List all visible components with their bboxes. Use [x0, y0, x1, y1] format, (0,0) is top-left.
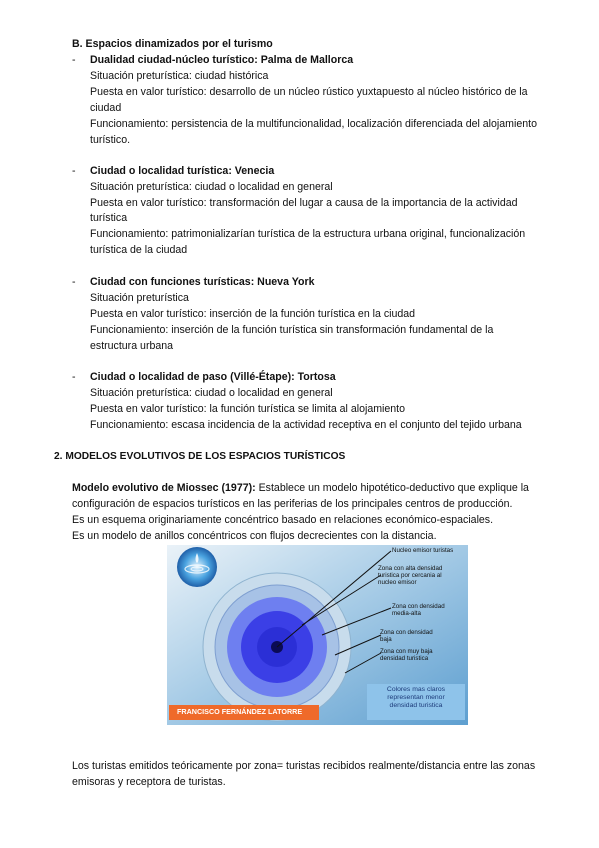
bullet-dash: - [72, 165, 76, 177]
note-line-1: Colores mas claros [386, 686, 446, 693]
item-2-line-5: turística de la ciudad [90, 244, 188, 256]
item-1-title: Dualidad ciudad-núcleo turístico: Palma de Mallorca [90, 54, 354, 66]
model-line-2: Es un esquema originariamente concéntrico basado en relaciones económico-espaciales. [72, 514, 494, 526]
section-b-heading: B. Espacios dinamizados por el turismo [72, 38, 273, 50]
note-line-2: representan menor [387, 694, 445, 701]
model-line-3: Es un modelo de anillos concéntricos con flujos decrecientes con la distancia. [72, 530, 437, 542]
model-line-1: configuración de espacios turísticos en las periferias de los principales centros de producción. [72, 498, 513, 510]
item-4-line-3: Funcionamiento: escasa incidencia de la actividad receptiva en el conjunto del tejido urbana [90, 419, 522, 431]
bullet-dash: - [72, 276, 76, 288]
bullet-dash: - [72, 54, 76, 66]
item-1-line-5: turístico. [90, 134, 131, 146]
item-3-line-4: estructura urbana [90, 340, 174, 352]
item-2-line-3: turística [90, 212, 128, 224]
model-intro-line [72, 481, 529, 495]
item-1-line-3: ciudad [90, 102, 122, 114]
label-alta-densidad: Zona con alta densidad [378, 565, 443, 572]
item-3-line-3: Funcionamiento: inserción de la función turística sin transformación fundamental de la [90, 324, 494, 336]
label-baja-2: baja [380, 636, 392, 643]
figure-author-banner [169, 705, 319, 720]
label-media-alta-2: media-alta [392, 610, 421, 617]
section-2-heading: 2. MODELOS EVOLUTIVOS DE LOS ESPACIOS TURÍSTICOS [54, 451, 346, 462]
label-baja: Zona con densidad [380, 629, 433, 636]
item-2-line-2: Puesta en valor turístico: transformación del lugar a causa de la importancia de la actividad [90, 197, 518, 209]
model-text: Establece un modelo hipotético-deductivo que explique la [255, 482, 529, 494]
label-alta-densidad-2: turistica por cercania al [378, 572, 442, 579]
model-title: Modelo evolutivo de Miossec (1977): [72, 482, 256, 494]
item-3-line-1: Situación preturística [90, 292, 189, 304]
label-alta-densidad-3: nucleo emisor [378, 579, 417, 586]
item-4-title: Ciudad o localidad de paso (Villé-Étape): Tortosa [90, 371, 336, 383]
figure-author: FRANCISCO FERNÁNDEZ LATORRE [177, 707, 303, 716]
label-nucleo-emisor: Nucleo emisor turistas [392, 547, 454, 554]
item-1-line-1: Situación preturística: ciudad histórica [90, 70, 269, 82]
item-3-title: Ciudad con funciones turísticas: Nueva York [90, 276, 315, 288]
item-3-line-2: Puesta en valor turístico: inserción de la función turística en la ciudad [90, 308, 416, 320]
bullet-dash: - [72, 371, 76, 383]
item-2-line-4: Funcionamiento: patrimonializarían turística de la estructura urbana original, funcionalización [90, 228, 526, 240]
label-muy-baja: Zona con muy baja [380, 648, 433, 655]
item-1-line-4: Funcionamiento: persistencia de la multifuncionalidad, localización diferenciada del alojamiento [90, 118, 537, 130]
label-media-alta: Zona con densidad [392, 603, 445, 610]
item-4-line-1: Situación preturística: ciudad o localidad en general [90, 387, 333, 399]
label-muy-baja-2: densidad turistica [380, 655, 429, 662]
item-1-line-2: Puesta en valor turístico: desarrollo de un núcleo rústico yuxtapuesto al núcleo histórico de la [90, 86, 528, 98]
closing-line-1: Los turistas emitidos teóricamente por zona= turistas recibidos realmente/distancia entre las zonas [72, 760, 536, 772]
figure-note-box [367, 684, 465, 720]
closing-line-2: emisoras y receptora de turistas. [72, 776, 226, 788]
item-2-line-1: Situación preturística: ciudad o localidad en general [90, 181, 333, 193]
item-2-title: Ciudad o localidad turística: Venecia [90, 165, 275, 177]
item-4-line-2: Puesta en valor turístico: la función turística se limita al alojamiento [90, 403, 406, 415]
note-line-3: densidad turistica [389, 702, 443, 709]
